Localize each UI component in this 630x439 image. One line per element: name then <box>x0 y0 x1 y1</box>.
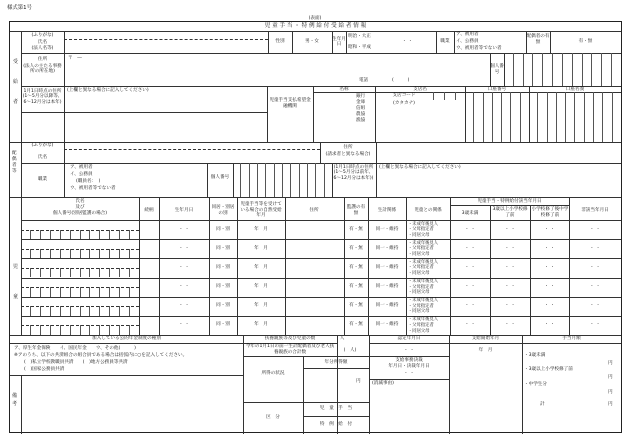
child-individual-number[interactable] <box>21 306 139 316</box>
account-holder-label: 口座名義 <box>565 86 585 92</box>
child-relation-option[interactable]: ・同居父母 <box>408 232 430 238</box>
recipient-individual-label: 個人番号 <box>490 64 504 75</box>
child-category-header: 児童手当・特例給付該当年月日 <box>477 199 542 204</box>
child-under3-header: 3歳未満 <box>461 211 479 216</box>
occupation-opt-3[interactable]: ウ、被用者等でない者 <box>456 46 502 51</box>
child-address-header: 住所 <box>309 208 319 213</box>
recipient-address-label: 住所 <box>37 57 48 62</box>
child-relation-option[interactable]: ・同居父母 <box>408 271 430 276</box>
recipient-section-label: 受給者 <box>13 59 19 105</box>
child-under3-date[interactable]: ・ ・ <box>464 226 476 232</box>
child-relation-option[interactable]: ・未成年後見人 <box>408 240 439 246</box>
form-label: 様式第1号 <box>7 5 32 11</box>
spouse-jan1-label: (1月1日時点の住所(1～5月分は前年、6～12月分は本年)) <box>333 165 374 181</box>
occupation-opt-2[interactable]: イ、公務員 <box>456 39 479 44</box>
child-livelihood[interactable]: 同一・維持 <box>375 245 399 251</box>
child-birth-header: 生年月日 <box>174 208 194 213</box>
child-under3-date[interactable]: ・ ・ <box>464 322 476 328</box>
payment-start-value[interactable]: 年 月 <box>478 348 493 353</box>
child-prev-header: 児童手当等を受けている場合の自然受給年月 <box>240 202 282 219</box>
child-above3-date[interactable]: ・ ・ <box>504 322 516 328</box>
child-individual-number[interactable] <box>21 230 139 240</box>
amount-line-2: ・3歳以上小学校修了前 <box>524 367 573 372</box>
child-cohab[interactable]: 同・別 <box>216 264 230 270</box>
recipient-individual-number[interactable] <box>504 53 621 86</box>
account-number-label: 口座番号 <box>487 86 507 92</box>
child-individual-number[interactable] <box>21 325 139 335</box>
child-prev-year-month[interactable]: 年 月 <box>254 322 268 328</box>
child-individual-number[interactable] <box>21 268 139 278</box>
occupation-opt-1[interactable]: ア、被用者 <box>456 32 479 37</box>
occupation-label: 職業 <box>440 39 450 44</box>
income-amount-label: 年分所得額 <box>324 360 348 365</box>
child-supervision[interactable]: 有・無 <box>349 264 363 270</box>
amount-line-1: ・3歳未満 <box>524 353 546 358</box>
child-individual-number[interactable] <box>21 249 139 259</box>
child-birth-date[interactable]: ・ ・ <box>178 284 190 290</box>
child-livelihood[interactable]: 同一・維持 <box>375 226 399 232</box>
child-birth-date[interactable]: ・ ・ <box>178 322 190 328</box>
child-above3-date[interactable]: ・ ・ <box>504 284 516 290</box>
institution-type-3[interactable]: 信組 <box>356 106 366 111</box>
child-supervision-header: 監護の有無 <box>346 205 366 216</box>
child-under3-date[interactable]: ・ ・ <box>464 245 476 251</box>
child-jh-date[interactable]: ・ ・ <box>544 322 555 328</box>
category-label: 区 分 <box>266 415 280 420</box>
birth-era-1[interactable]: 明治・大正 <box>348 34 371 39</box>
amount-total-label: 計 <box>540 402 545 407</box>
recipient-address-sub: (法人の主たる事務所の所在地) <box>23 64 62 75</box>
child-supervision[interactable]: 有・無 <box>349 245 363 251</box>
gender-label: 性別 <box>275 39 285 44</box>
spouse-address-label: 住所 <box>343 145 353 150</box>
child-cohab[interactable]: 同・別 <box>216 226 230 232</box>
child-relation-option[interactable]: ・未成年後見人 <box>408 298 439 304</box>
spouse-individual-label: 個人番号 <box>210 175 230 180</box>
child-supervision[interactable]: 有・無 <box>349 284 363 290</box>
spouse-occ-4[interactable]: ウ、被用者等でない者 <box>70 186 116 191</box>
pension-title: 加入している公的年金制度の種別 <box>92 336 161 341</box>
support-person-unit: 人 <box>339 336 345 341</box>
child-livelihood[interactable]: 同一・維持 <box>375 284 399 290</box>
child-birth-date[interactable]: ・ ・ <box>178 245 190 251</box>
child-jh-date[interactable]: ・ ・ <box>544 303 555 309</box>
spouse-name-field[interactable] <box>65 150 319 162</box>
pension-note: ※アのうち、以下の共済組合の組合員である場合は括弧内に○を記入してください。 <box>14 353 188 358</box>
child-birth-date[interactable]: ・ ・ <box>178 226 190 232</box>
child-under3-date[interactable]: ・ ・ <box>464 264 476 270</box>
child-name-header: 氏名 <box>75 199 85 204</box>
amount-yen-3: 円 <box>608 390 613 395</box>
recipient-name-field[interactable] <box>65 40 268 52</box>
spouse-occ-2[interactable]: イ、公務員 <box>70 172 93 177</box>
special-label: 特 例 給 付 <box>319 422 353 427</box>
account-holder-field[interactable] <box>529 92 621 142</box>
children-section-label: 児童 <box>13 264 19 300</box>
payment-start-label: 支給開始年月 <box>471 336 500 341</box>
child-above3-date[interactable]: ・ ・ <box>504 245 516 251</box>
spouse-presence-label: 配偶者の有無 <box>526 34 550 45</box>
remarks-label: 備考 <box>12 393 18 407</box>
pension-sub1[interactable]: ( )私立学校教職員共済 ( )地方公務員等共済 <box>24 360 128 365</box>
child-birth-date[interactable]: ・ ・ <box>178 303 190 309</box>
child-name-field[interactable] <box>21 258 139 268</box>
amount-yen-2: 円 <box>608 375 613 380</box>
child-cohab-header: 同居・別居の別 <box>211 205 235 216</box>
spouse-furigana-label: (ふりがな) <box>31 143 54 148</box>
recipient-name-label: 氏名 <box>37 40 48 45</box>
child-supervision[interactable]: 有・無 <box>349 322 363 328</box>
loss-reason-label: (消滅事由) <box>372 381 394 386</box>
support-line1: 今年の1月1日の前一生計配偶者及び老人扶養親族の合計数 <box>245 344 335 355</box>
child-name-field[interactable] <box>21 316 139 326</box>
lead-agency-sub: 年月日・決裁年月日 <box>388 364 430 369</box>
birth-era-2[interactable]: 昭和・平成 <box>348 45 371 50</box>
child-name-field[interactable] <box>21 278 139 288</box>
child-cohab[interactable]: 同・別 <box>216 303 230 309</box>
child-cohab[interactable]: 同・別 <box>216 284 230 290</box>
child-name-field[interactable] <box>21 239 139 249</box>
amount-line-3: ・中学生分 <box>524 382 547 387</box>
spouse-address-sub: (請求者と異なる場合) <box>325 152 371 157</box>
child-cohab[interactable]: 同・別 <box>216 322 230 328</box>
child-jh-date[interactable]: ・ ・ <box>544 226 555 232</box>
approval-date-sep: ・ ・ <box>403 348 415 353</box>
lead-agency-label: 支給事務決裁 <box>395 358 423 363</box>
child-jh-header: 小学校修了後中学校修了前 <box>531 207 569 218</box>
pension-sub2[interactable]: ( )国家公務員共済 <box>24 367 65 372</box>
child-name-sub: 及び <box>75 205 85 210</box>
form-frame <box>9 21 622 433</box>
child-relation-option[interactable]: ・未成年後見人 <box>408 259 439 265</box>
recipient-name-sub: (法人名等) <box>31 46 54 51</box>
spouse-occ-1[interactable]: ア、被用者 <box>70 165 93 170</box>
child-elig-end-date[interactable]: ・ ・ <box>589 322 601 328</box>
side-label: (表面) <box>308 16 322 21</box>
child-relation-option[interactable]: ・未成年後見人 <box>408 279 439 284</box>
child-relation-option[interactable]: ・同居父母 <box>408 290 430 296</box>
child-relation-option[interactable]: ・父母指定者 <box>408 265 434 271</box>
child-birth-date[interactable]: ・ ・ <box>178 264 190 270</box>
institution-type-4[interactable]: 農協 <box>356 112 366 117</box>
child-relation-option[interactable]: ・未成年後見人 <box>408 317 439 323</box>
support-title: 扶養親族等及び児童の数 <box>264 336 316 341</box>
amount-yen-total: 円 <box>608 402 613 407</box>
form-title: 児 童 手 当 ・ 特 例 給 付 受 給 者 情 報 <box>264 23 367 29</box>
spouse-individual-number[interactable] <box>233 163 332 197</box>
spouse-occ-3[interactable]: (職員名： ) <box>76 179 101 184</box>
phone-parens: ( ) <box>392 78 410 83</box>
branch-code-field[interactable] <box>433 92 466 100</box>
child-livelihood[interactable]: 同一・維持 <box>375 264 399 270</box>
child-relation-option[interactable]: ・父母指定者 <box>408 227 434 233</box>
postal-mark: 〒 ― <box>68 56 82 61</box>
recipient-same-note: (上欄と異なる場合に記入してください) <box>67 88 149 93</box>
phone-label: 電話 <box>359 78 369 83</box>
child-relation-option[interactable]: ・父母指定者 <box>408 246 434 252</box>
child-elig-end-header: 非該当年月日 <box>581 208 609 213</box>
child-relation-option[interactable]: ・未成年後見人 <box>408 221 439 227</box>
child-cohab[interactable]: 同・別 <box>216 245 230 251</box>
child-name-field[interactable] <box>21 297 139 307</box>
child-elig-end-date[interactable]: ・ ・ <box>589 303 601 309</box>
child-elig-end-date[interactable]: ・ ・ <box>589 284 601 290</box>
child-supervision[interactable]: 有・無 <box>349 303 363 309</box>
birth-label: 生年月日 <box>332 37 346 47</box>
receipt-label: 児 童 手 当 <box>319 406 353 411</box>
support-count[interactable]: ( 人) <box>343 348 357 353</box>
child-relation-option[interactable]: ・父母指定者 <box>408 322 434 328</box>
child-relation-option[interactable]: ・父母指定者 <box>408 284 434 290</box>
recipient-furigana-label: (ふりがな) <box>31 33 54 38</box>
child-individual-number[interactable] <box>21 287 139 297</box>
child-jh-date[interactable]: ・ ・ <box>544 245 555 251</box>
child-jh-date[interactable]: ・ ・ <box>544 264 555 270</box>
child-relation-header: 続柄 <box>144 208 154 213</box>
amount-label: 手当月額 <box>562 336 581 341</box>
approval-date-label: 認定年月日 <box>397 336 421 341</box>
child-individual-header: 個人番号(別居監護の場合) <box>52 211 108 216</box>
birth-date-sep: ・ ・ <box>402 39 413 44</box>
bank-label: 児童手当支払希望金融機関 <box>269 98 311 109</box>
kana-label: (カタカナ) <box>393 101 415 106</box>
child-jh-date[interactable]: ・ ・ <box>544 284 555 290</box>
spouse-presence-value[interactable]: 有・無 <box>578 39 593 44</box>
child-prev-year-month[interactable]: 年 月 <box>254 303 268 309</box>
child-elig-end-date[interactable]: ・ ・ <box>589 245 601 251</box>
child-above3-date[interactable]: ・ ・ <box>504 226 516 232</box>
child-name-field[interactable] <box>21 220 139 230</box>
child-prev-year-month[interactable]: 年 月 <box>254 226 268 232</box>
institution-type-1[interactable]: 銀行 <box>356 94 366 99</box>
child-relation-option[interactable]: ・父母指定者 <box>408 303 434 309</box>
child-prev-year-month[interactable]: 年 月 <box>254 284 268 290</box>
amount-yen-1: 円 <box>608 361 613 366</box>
recipient-jan1-label: 1月1日時点の住所(1～5月分以降等、6～12月分は本年) <box>22 89 63 105</box>
child-elig-end-date[interactable]: ・ ・ <box>589 264 601 270</box>
lead-agency-sep: ・ ・ <box>403 371 415 376</box>
child-relation-option[interactable]: ・同居父母 <box>408 309 430 315</box>
child-elig-end-date[interactable]: ・ ・ <box>589 226 601 232</box>
account-number-field[interactable] <box>465 92 529 142</box>
child-relation-option[interactable]: ・同居父母 <box>408 328 430 334</box>
child-above3-date[interactable]: ・ ・ <box>504 264 516 270</box>
child-under3-date[interactable]: ・ ・ <box>464 284 476 290</box>
spouse-section-label: 配偶者等 <box>12 151 17 174</box>
child-above3-header: 3歳以上小学校修了前 <box>492 207 528 218</box>
income-yen: 円 <box>356 379 361 384</box>
spouse-name-label: 氏名 <box>37 155 48 160</box>
pension-options[interactable]: ア、厚生年金保険 イ、国民年金 ウ、その他( ) <box>14 346 136 351</box>
child-supervision[interactable]: 有・無 <box>349 226 363 232</box>
gender-value[interactable]: 男・女 <box>305 39 319 44</box>
branch-name-label: 支店名 <box>413 86 427 92</box>
income-label: 所得の状況 <box>261 371 285 376</box>
child-above3-date[interactable]: ・ ・ <box>504 303 516 309</box>
child-relation-option[interactable]: ・同居父母 <box>408 251 430 257</box>
child-prev-year-month[interactable]: 年 月 <box>254 245 268 251</box>
child-under3-date[interactable]: ・ ・ <box>464 303 476 309</box>
institution-type-5[interactable]: 漁協 <box>356 118 366 123</box>
branch-code-label: 支店コード <box>392 93 416 98</box>
child-livelihood[interactable]: 同一・維持 <box>375 322 399 328</box>
bank-name-label: 名称 <box>339 86 349 92</box>
child-livelihood-header: 生計関係 <box>377 208 397 213</box>
child-relationship-header: 児童との関係 <box>414 208 442 213</box>
spouse-same-note: (上欄と異なる場合に記入してください) <box>379 165 461 170</box>
child-prev-year-month[interactable]: 年 月 <box>254 264 268 270</box>
child-livelihood[interactable]: 同一・維持 <box>375 303 399 309</box>
spouse-occupation-label: 職業 <box>37 177 48 182</box>
institution-type-2[interactable]: 金庫 <box>356 100 366 105</box>
